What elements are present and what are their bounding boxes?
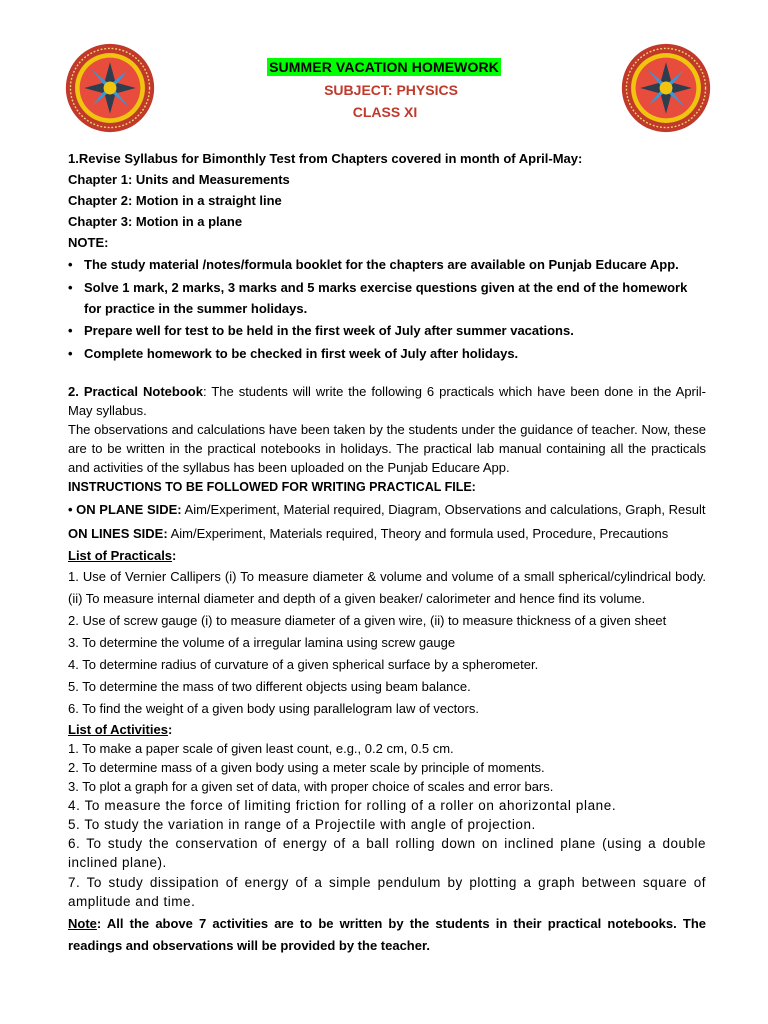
practical-item: 4. To determine radius of curvature of a given spherical surface by a spherometer. xyxy=(68,657,539,672)
chapter-item: Chapter 1: Units and Measurements xyxy=(68,172,290,187)
subject-label: SUBJECT: PHYSICS xyxy=(324,82,458,98)
document-title: SUMMER VACATION HOMEWORK xyxy=(269,59,499,75)
class-label: CLASS XI xyxy=(352,104,418,120)
bullet-icon: • xyxy=(68,280,73,295)
practical-item: 6. To find the weight of a given body using parallelogram law of vectors. xyxy=(68,701,479,716)
practical-item: 3. To determine the volume of a irregular lamina using screw gauge xyxy=(68,635,456,650)
activities-heading: List of Activities: xyxy=(68,722,173,737)
practical-notebook-label: 2. Practical Notebook xyxy=(68,384,203,399)
note-item: • Solve 1 mark, 2 marks, 3 marks and 5 marks exercise questions given at the end of the homework for practice in the summer holidays. xyxy=(68,277,706,319)
instructions-heading: INSTRUCTIONS TO BE FOLLOWED FOR WRITING PRACTICAL FILE: xyxy=(68,480,476,494)
note-item: • Prepare well for test to be held in the first week of July after summer vacations. xyxy=(68,320,706,341)
activity-item: 2. To determine mass of a given body using a meter scale by principle of moments. xyxy=(68,760,545,775)
chapter-item: Chapter 3: Motion in a plane xyxy=(68,214,243,229)
activity-item: 1. To make a paper scale of given least count, e.g., 0.2 cm, 0.5 cm. xyxy=(68,741,454,756)
plane-side-instruction: • ON PLANE SIDE: Aim/Experiment, Material required, Diagram, Observations and calculations, Graph, Result xyxy=(68,502,706,517)
bullet-icon: • xyxy=(68,346,73,361)
chapter-item: Chapter 2: Motion in a straight line xyxy=(68,193,282,208)
bullet-icon: • xyxy=(68,257,73,272)
section1-heading: 1.Revise Syllabus for Bimonthly Test from Chapters covered in month of April-May: xyxy=(68,151,583,166)
lines-side-instruction: ON LINES SIDE: Aim/Experiment, Materials required, Theory and formula used, Procedure, Precautions xyxy=(68,526,669,541)
practical-item: 5. To determine the mass of two different objects using beam balance. xyxy=(68,679,471,694)
activity-item: 5. To study the variation in range of a Projectile with angle of projection. xyxy=(68,817,536,832)
practical-item: 1. Use of Vernier Callipers (i) To measure diameter & volume and volume of a small spherical/cylindrical body. (ii) To measure internal diameter and depth of a given beaker/ calorimeter and hence find its volume. xyxy=(68,569,706,606)
note-label: NOTE: xyxy=(68,235,109,250)
document-header xyxy=(0,58,768,120)
practical-notebook-paragraph: The observations and calculations have been taken by the students under the guidance of teacher. Now, these are to be written in the practical notebooks in holidays. The practical lab manual containing all the practicals and activities of the syllabus has been uploaded on the Punjab Educare App. xyxy=(68,422,706,475)
activity-item: 6. To study the conservation of energy of a ball rolling down on inclined plane (using a double inclined plane). xyxy=(68,836,706,870)
activity-item: 7. To study dissipation of energy of a simple pendulum by plotting a graph between square of amplitude and time. xyxy=(68,875,706,909)
document-body xyxy=(68,148,706,957)
practicals-heading: List of Practicals: xyxy=(68,548,177,563)
note-item: • Complete homework to be checked in first week of July after holidays. xyxy=(68,343,706,364)
practical-item: 2. Use of screw gauge (i) to measure diameter of a given wire, (ii) to measure thickness of a given sheet xyxy=(68,613,667,628)
practical-notebook-intro: 2. Practical Notebook: The students will write the following 6 practicals which have been done in the April-May syllabus. xyxy=(68,384,706,418)
activity-item: 3. To plot a graph for a given set of data, with proper choice of scales and error bars. xyxy=(68,779,554,794)
bullet-icon: • xyxy=(68,323,73,338)
activity-item: 4. To measure the force of limiting friction for rolling of a roller on ahorizontal plane. xyxy=(68,798,617,813)
final-note: Note: All the above 7 activities are to be written by the students in their practical notebooks. The readings and observations will be provided by the teacher. xyxy=(68,916,706,953)
note-item: • The study material /notes/formula booklet for the chapters are available on Punjab Educare App. xyxy=(68,254,706,275)
